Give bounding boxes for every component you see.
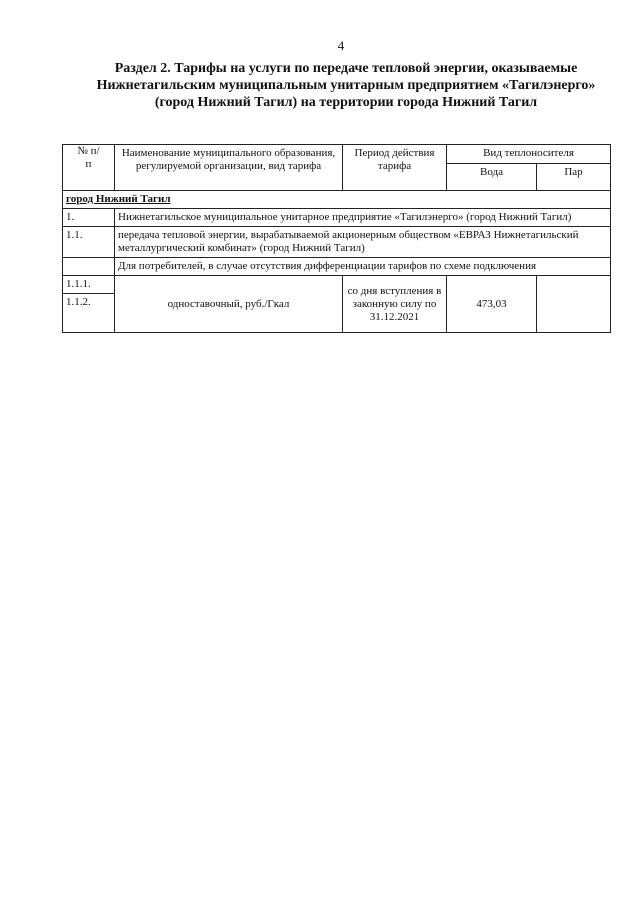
table-row [63, 258, 611, 276]
row-text: передача тепловой энергии, вырабатываемой акционерным обществом «ЕВРАЗ Нижнетагильский металлургический комбинат» (город Нижний Тагил) [115, 227, 611, 258]
steam-value [537, 276, 611, 333]
row-text: Для потребителей, в случае отсутствия дифференциации тарифов по схеме подключения [115, 258, 611, 276]
tariff-period: со дня вступления в законную силу по 31.12.2021 [343, 276, 447, 333]
row-text: Нижнетагильское муниципальное унитарное предприятие «Тагилэнерго» (город Нижний Тагил) [115, 209, 611, 227]
header-row-top [63, 145, 611, 164]
header-name: Наименование муниципального образования, регулируемой организации, вид тарифа [115, 145, 343, 191]
header-period: Период действия тарифа [343, 145, 447, 191]
row-num: 1.1. [63, 227, 115, 258]
tariff-table [62, 144, 611, 333]
heading-line-2: Нижнетагильским муниципальным унитарным предприятием «Тагилэнерго» [96, 78, 596, 93]
header-water: Вода [447, 164, 537, 191]
table-row [63, 227, 611, 258]
section-heading [70, 60, 622, 111]
heading-line-3: (город Нижний Тагил) на территории города Нижний Тагил [154, 95, 538, 110]
page-number: 4 [337, 38, 345, 53]
header-carrier: Вид теплоносителя [447, 145, 611, 164]
water-value: 473,03 [447, 276, 537, 333]
header-num: № п/п [63, 145, 115, 191]
heading-line-1: Раздел 2. Тарифы на услуги по передаче тепловой энергии, оказываемые [114, 61, 578, 76]
table-row [63, 209, 611, 227]
row-num [63, 258, 115, 276]
row-num: 1. [63, 209, 115, 227]
tariff-type: одноставочный, руб./Гкал [115, 276, 343, 333]
header-steam: Пар [537, 164, 611, 191]
row-num: 1.1.2. [63, 294, 115, 333]
city-name: город Нижний Тагил [63, 191, 611, 209]
city-row [63, 191, 611, 209]
table-row [63, 276, 611, 294]
row-num: 1.1.1. [63, 276, 115, 294]
